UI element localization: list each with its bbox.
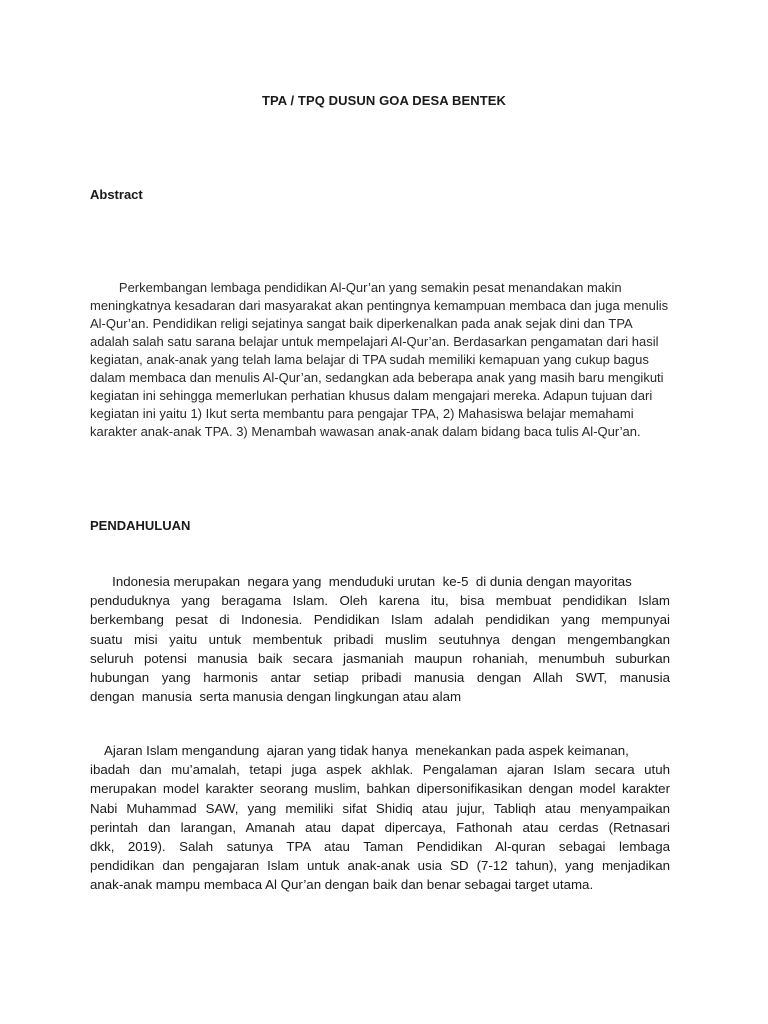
paragraph-line: dengan manusia serta manusia dengan lingkungan atau alam bbox=[90, 689, 462, 705]
intro-paragraph-2 bbox=[90, 741, 670, 895]
paragraph-line: seluruh potensi manusia baik secara jasmaniah maupun rohaniah, menumbuh suburkan bbox=[90, 650, 670, 666]
paragraph-line: suatu misi yaitu untuk membentuk pribadi muslim seutuhnya dengan mengembangkan bbox=[90, 631, 670, 647]
paragraph-line: perintah dan larangan, Amanah atau dapat dipercaya, Fathonah atau cerdas (Retnasari bbox=[90, 819, 670, 835]
abstract-line: karakter anak-anak TPA. 3) Menambah wawasan anak-anak dalam bidang baca tulis Al-Qur’an. bbox=[90, 424, 641, 439]
paragraph-line: penduduknya yang beragama Islam. Oleh karena itu, bisa membuat pendidikan Islam bbox=[90, 593, 670, 609]
paragraph-line: Indonesia merupakan negara yang menduduki urutan ke-5 di dunia dengan mayoritas bbox=[90, 574, 632, 589]
abstract-line: Perkembangan lembaga pendidikan Al-Qur’an yang semakin pesat menandakan makin bbox=[90, 280, 622, 295]
paragraph-line: hubungan yang harmonis antar setiap pribadi manusia dengan Allah SWT, manusia bbox=[90, 670, 670, 686]
paragraph-line: Nabi Muhammad SAW, yang memiliki sifat Shidiq atau jujur, Tabliqh atau menyampaikan bbox=[90, 800, 670, 816]
abstract-line: Al-Qur’an. Pendidikan religi sejatinya sangat baik diperkenalkan pada anak sejak dini dan TPA bbox=[90, 316, 633, 331]
abstract-line: kegiatan, anak-anak yang telah lama belajar di TPA sudah memiliki kemapuan yang cukup bagus bbox=[90, 352, 649, 367]
abstract-paragraph bbox=[90, 279, 670, 441]
paragraph-line: merupakan model karakter seorang muslim, bahkan dipersonifikasikan dengan model karakter bbox=[90, 781, 670, 797]
abstract-line: adalah salah satu sarana belajar untuk mempelajari Al-Qur’an. Berdasarkan pengamatan dari hasil bbox=[90, 334, 659, 349]
abstract-line: kegiatan ini yaitu 1) Ikut serta membantu para pengajar TPA, 2) Mahasiswa belajar memahami bbox=[90, 406, 634, 421]
paragraph-line: anak-anak mampu membaca Al Qur’an dengan baik dan benar sebagai target utama. bbox=[90, 877, 594, 893]
paragraph-line: Ajaran Islam mengandung ajaran yang tidak hanya menekankan pada aspek keimanan, bbox=[90, 743, 629, 758]
document-title: TPA / TPQ DUSUN GOA DESA BENTEK bbox=[261, 93, 507, 108]
paragraph-line: berkembang pesat di Indonesia. Pendidikan Islam adalah pendidikan yang mempunyai bbox=[90, 612, 670, 628]
paragraph-line: ibadah dan mu’amalah, tetapi juga aspek akhlak. Pengalaman ajaran Islam secara utuh bbox=[90, 762, 670, 778]
paragraph-line: dkk, 2019). Salah satunya TPA atau Taman Pendidikan Al-quran sebagai lembaga bbox=[90, 839, 670, 855]
abstract-line: meningkatnya kesadaran dari masyarakat akan pentingnya kemampuan membaca dan juga menulis bbox=[90, 298, 669, 313]
abstract-heading: Abstract bbox=[90, 187, 143, 202]
intro-heading: PENDAHULUAN bbox=[90, 518, 191, 533]
intro-paragraph-1 bbox=[90, 572, 670, 706]
abstract-line: dalam membaca dan menulis Al-Qur’an, sedangkan ada beberapa anak yang masih baru mengikuti bbox=[90, 370, 664, 385]
abstract-line: kegiatan ini sehingga memerlukan perhatian khusus dalam mengajari mereka. Adapun tujuan dari bbox=[90, 388, 653, 403]
paragraph-line: pendidikan dan pengajaran Islam untuk anak-anak usia SD (7-12 tahun), yang menjadikan bbox=[90, 858, 670, 874]
